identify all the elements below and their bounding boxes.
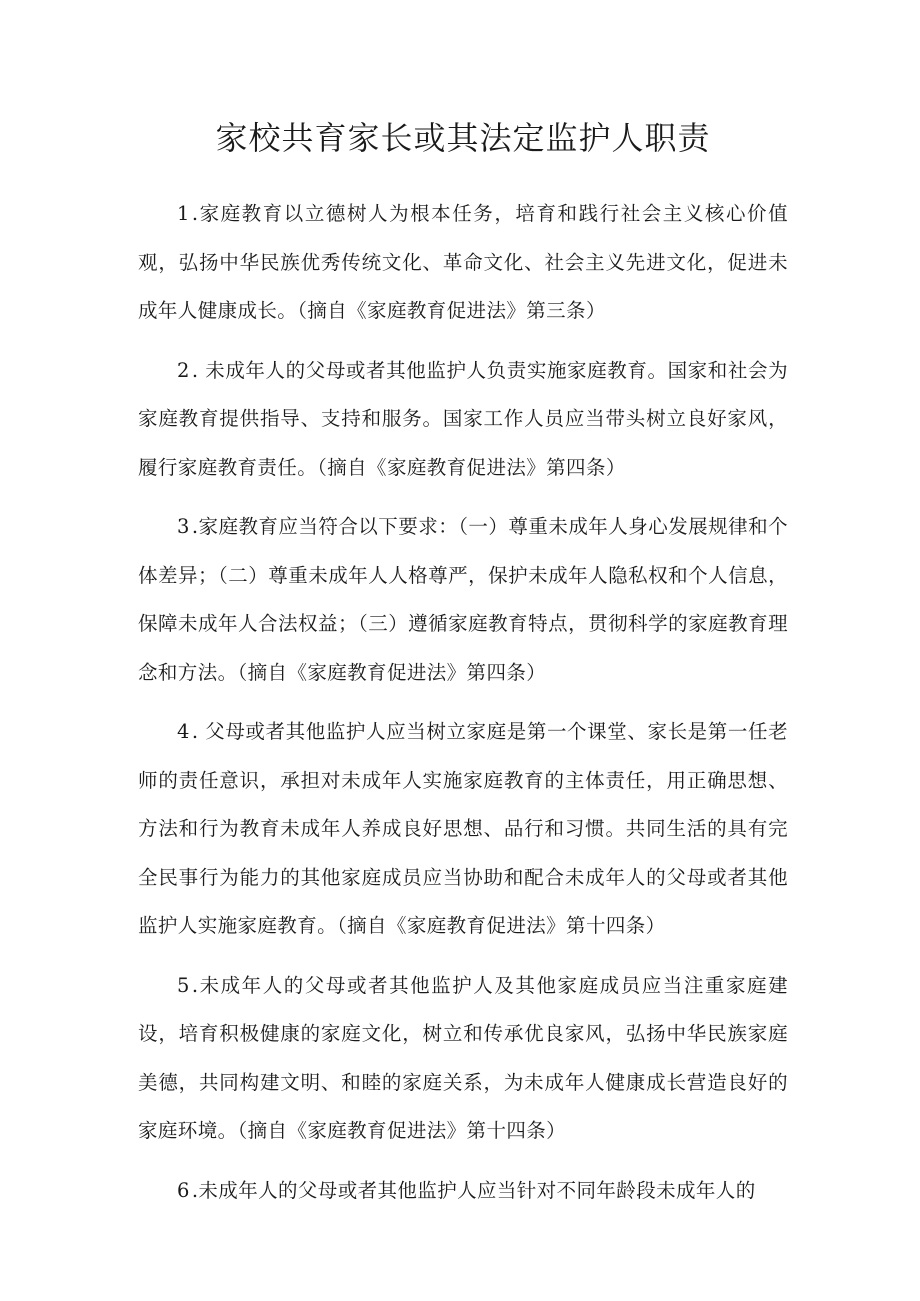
list-item: [138, 347, 788, 493]
item-number: 1: [177, 202, 190, 225]
item-text: .家庭教育应当符合以下要求：（一）尊重未成年人身心发展规律和个体差异；（二）尊重未成年人人格尊严，保护未成年人隐私权和个人信息，保障未成年人合法权益；（三）遵循家庭教育特点，贯彻科学的家庭教育理念和方法。（摘自《家庭教育促进法》第四条）: [138, 515, 788, 684]
list-item: [138, 190, 788, 336]
list-item: [138, 503, 788, 697]
item-number: 2: [177, 358, 190, 382]
document-title: 家校共育家长或其法定监护人职责: [215, 119, 711, 157]
list-item: [138, 708, 788, 951]
list-item: [138, 962, 788, 1156]
item-number: 3: [177, 515, 190, 538]
item-text: .未成年人的父母或者其他监护人及其他家庭成员应当注重家庭建设，培育积极健康的家庭文化，树立和传承优良家风，弘扬中华民族家庭美德，共同构建文明、和睦的家庭关系，为未成年人健康成长营造良好的家庭环境。（摘自《家庭教育促进法》第十四条）: [138, 973, 788, 1142]
item-text: . 未成年人的父母或者其他监护人负责实施家庭教育。国家和社会为家庭教育提供指导、支持和服务。国家工作人员应当带头树立良好家风，履行家庭教育责任。（摘自《家庭教育促进法》第四条）: [138, 358, 788, 479]
item-text: .家庭教育以立德树人为根本任务，培育和践行社会主义核心价值观，弘扬中华民族优秀传统文化、革命文化、社会主义先进文化，促进未成年人健康成长。（摘自《家庭教育促进法》第三条）: [138, 202, 788, 322]
item-text: . 父母或者其他监护人应当树立家庭是第一个课堂、家长是第一任老师的责任意识，承担对未成年人实施家庭教育的主体责任，用正确思想、方法和行为教育未成年人养成良好思想、品行和习惯。共同生活的具有完全民事行为能力的其他家庭成员应当协助和配合未成年人的父母或者其他监护人实施家庭教育。（摘自《家庭教育促进法》第十四条）: [138, 720, 788, 937]
list-item: [138, 1167, 788, 1216]
item-number: 6: [177, 1178, 190, 1202]
item-number: 5: [177, 973, 190, 997]
item-text: .未成年人的父母或者其他监护人应当针对不同年龄段未成年人的: [191, 1178, 756, 1202]
item-number: 4: [177, 720, 190, 743]
